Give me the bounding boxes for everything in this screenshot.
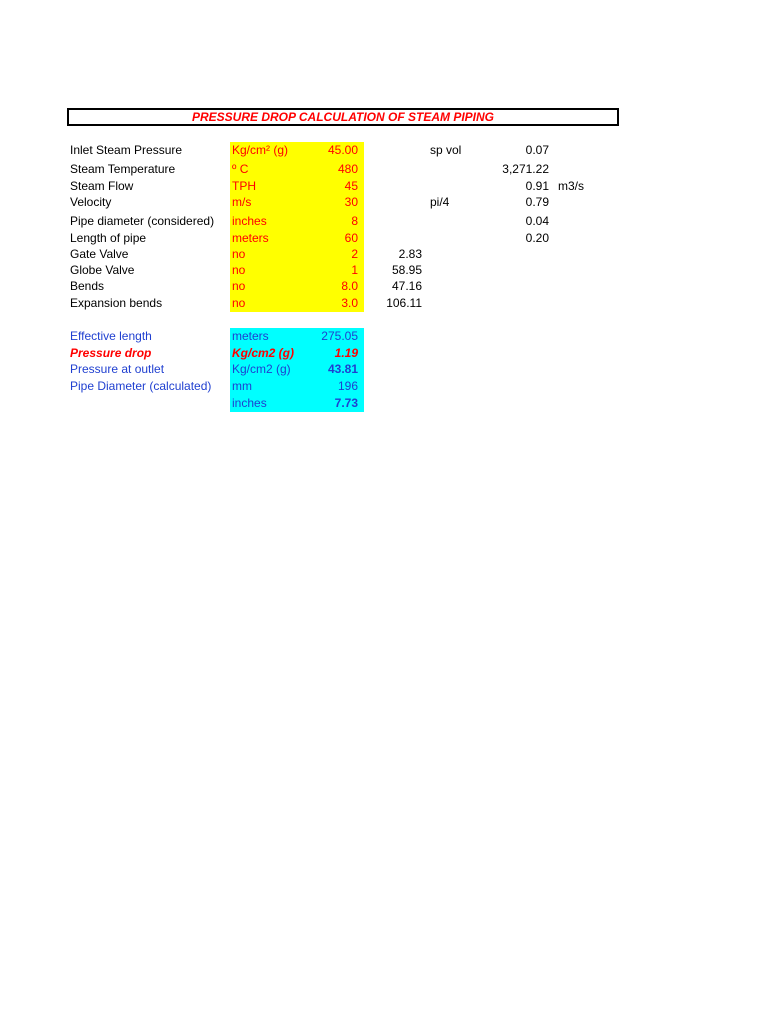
side-value: 0.91	[525, 179, 549, 193]
input-label: Inlet Steam Pressure	[70, 143, 183, 157]
input-unit: no	[232, 247, 246, 261]
output-value: 275.05	[321, 329, 358, 343]
side-value: 0.20	[525, 231, 549, 245]
input-label: Expansion bends	[70, 296, 163, 310]
input-value[interactable]: 2	[351, 247, 358, 261]
output-label: Pressure at outlet	[70, 362, 165, 376]
sheet-title: PRESSURE DROP CALCULATION OF STEAM PIPING	[67, 108, 619, 126]
input-unit: TPH	[232, 179, 256, 193]
pi4-label: pi/4	[430, 195, 450, 209]
output-unit: Kg/cm2 (g)	[232, 362, 291, 376]
input-value[interactable]: 480	[337, 162, 358, 176]
pi4-value: 0.79	[525, 195, 549, 209]
input-label: Pipe diameter (considered)	[70, 214, 215, 228]
side-value: 0.04	[525, 214, 549, 228]
sp-vol-label: sp vol	[430, 143, 462, 157]
input-value[interactable]: 3.0	[341, 296, 358, 310]
input-label: Bends	[70, 279, 105, 293]
input-label: Velocity	[70, 195, 112, 209]
input-label: Globe Valve	[70, 263, 135, 277]
input-unit: m/s	[232, 195, 252, 209]
input-value[interactable]: 8	[351, 214, 358, 228]
input-value[interactable]: 8.0	[341, 279, 358, 293]
side-unit: m3/s	[558, 179, 585, 193]
side-value: 3,271.22	[502, 162, 549, 176]
input-value[interactable]: 45	[344, 179, 358, 193]
input-label: Gate Valve	[70, 247, 129, 261]
input-unit: no	[232, 279, 246, 293]
output-unit: inches	[232, 396, 267, 410]
equivalent-length-value: 2.83	[398, 247, 422, 261]
input-value[interactable]: 1	[351, 263, 358, 277]
pressure-drop-value: 1.19	[334, 346, 358, 360]
input-unit: inches	[232, 214, 267, 228]
input-label: Steam Flow	[70, 179, 134, 193]
equivalent-length-value: 106.11	[386, 296, 422, 310]
input-label: Steam Temperature	[70, 162, 176, 176]
output-label: Pipe Diameter (calculated)	[70, 379, 212, 393]
output-unit: meters	[232, 329, 269, 343]
input-value[interactable]: 30	[344, 195, 358, 209]
equivalent-length-value: 47.16	[391, 279, 422, 293]
output-value: 7.73	[334, 396, 358, 410]
input-value[interactable]: 60	[344, 231, 358, 245]
output-label: Effective length	[70, 329, 152, 343]
input-label: Length of pipe	[70, 231, 147, 245]
input-unit: no	[232, 263, 246, 277]
equivalent-length-value: 58.95	[391, 263, 422, 277]
output-value: 43.81	[327, 362, 358, 376]
input-value[interactable]: 45.00	[327, 143, 358, 157]
output-unit: mm	[232, 379, 252, 393]
input-unit: º C	[232, 162, 249, 176]
input-unit: meters	[232, 231, 269, 245]
sp-vol-value: 0.07	[525, 143, 549, 157]
input-unit: Kg/cm² (g)	[232, 143, 289, 157]
pressure-drop-unit: Kg/cm2 (g)	[232, 346, 295, 360]
pressure-drop-label: Pressure drop	[70, 346, 152, 360]
output-value: 196	[337, 379, 358, 393]
input-unit: no	[232, 296, 246, 310]
